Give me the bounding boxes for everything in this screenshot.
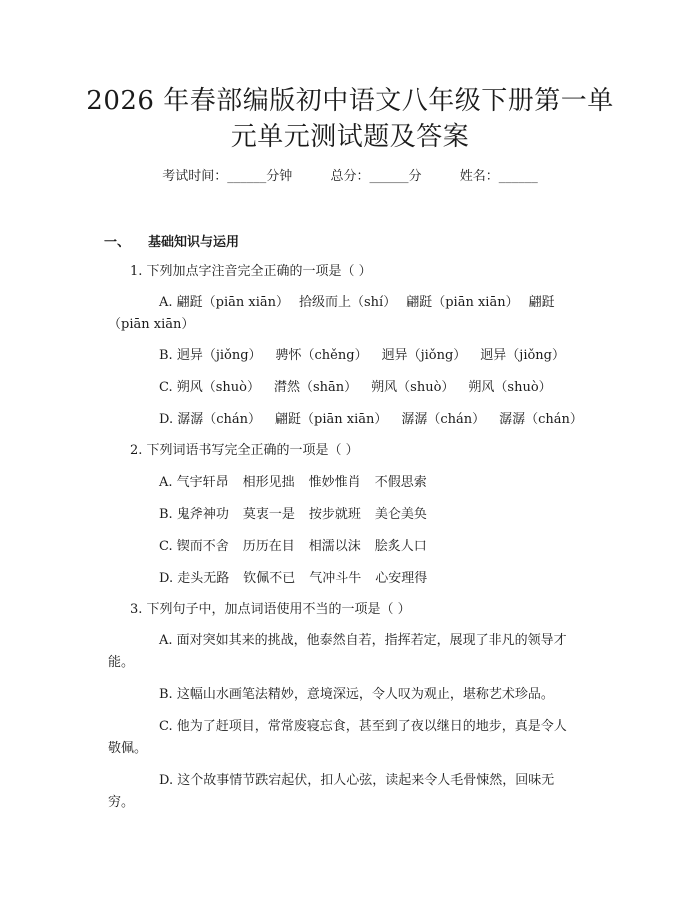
document-title-line-2: 元单元测试题及答案 [230, 122, 470, 152]
option-text: 相濡以沫 [308, 539, 361, 554]
option-text: 潸然（shān） [274, 380, 358, 395]
option-text: D. 潺潺（chán） [159, 412, 262, 427]
question-3-option-a-continued: 能。 [108, 655, 135, 670]
option-text: 历历在目 [242, 539, 295, 554]
question-1-option-b [159, 347, 565, 365]
question-1-option-a-continued: （piān xiān） [108, 317, 195, 332]
option-text: 钦佩不已 [243, 571, 296, 586]
question-3-option-d-continued: 穷。 [108, 795, 135, 810]
option-text: 翩跹（piān xiān） [406, 295, 519, 310]
option-text: 拾级而上（shí） [299, 295, 397, 310]
question-2-option-a [159, 474, 427, 492]
option-text: B. 迥异（jiǒng） [159, 348, 262, 363]
document-title-line-1: 2026 年春部编版初中语文八年级下册第一单 [86, 86, 614, 116]
option-text: 按步就班 [308, 507, 361, 522]
option-text: 朔风（shuò） [468, 380, 552, 395]
option-text: 翩跹（piān xiān） [275, 412, 388, 427]
option-text: 莫衷一是 [242, 507, 295, 522]
option-text: 迥异（jiǒng） [381, 348, 467, 363]
question-3-stem: 3. 下列句子中，加点词语使用不当的一项是（ ） [130, 602, 411, 617]
option-text: 翩跹 [528, 295, 555, 310]
option-text: B. 鬼斧神功 [159, 507, 229, 522]
section-number: 一、 [104, 235, 131, 250]
option-text: 相形见拙 [242, 475, 295, 490]
option-text: 潺潺（chán） [401, 412, 486, 427]
option-text: C. 锲而不舍 [159, 539, 229, 554]
option-text: D. 走头无路 [159, 571, 230, 586]
question-1-stem: 1. 下列加点字注音完全正确的一项是（ ） [130, 264, 372, 279]
option-text: A. 气宇轩昂 [159, 475, 229, 490]
question-2-option-d [159, 570, 427, 588]
option-text: 气冲斗牛 [309, 571, 362, 586]
question-1-option-d [159, 411, 583, 429]
question-3-option-c: C. 他为了赶项目，常常废寝忘食，甚至到了夜以继日的地步，真是令人 [159, 719, 567, 734]
option-text: C. 朔风（shuò） [159, 380, 260, 395]
option-text: 不假思索 [374, 475, 427, 490]
option-text: 朔风（shuò） [371, 380, 455, 395]
option-text: A. 翩跹（piān xiān） [159, 295, 290, 310]
question-1-option-c [159, 379, 552, 397]
exam-total-score: 总分：______分 [330, 169, 422, 184]
question-2-stem: 2. 下列词语书写完全正确的一项是（ ） [130, 443, 359, 458]
exam-time: 考试时间：______分钟 [162, 169, 293, 184]
question-2-option-c [159, 538, 427, 556]
option-text: 骋怀（chěng） [275, 348, 368, 363]
student-name: 姓名：______ [459, 169, 538, 184]
question-1-option-a [159, 294, 555, 312]
section-title: 基础知识与运用 [148, 235, 240, 250]
option-text: 心安理得 [375, 571, 428, 586]
question-3-option-c-continued: 敬佩。 [108, 741, 148, 756]
question-3-option-d: D. 这个故事情节跌宕起伏，扣人心弦，读起来令人毛骨悚然，回味无 [159, 773, 555, 788]
option-text: 迥异（jiǒng） [480, 348, 566, 363]
section-heading [104, 231, 239, 250]
option-text: 脍炙人口 [374, 539, 427, 554]
question-3-option-a: A. 面对突如其来的挑战，他泰然自若，指挥若定，展现了非凡的领导才 [159, 633, 567, 648]
question-3-option-b: B. 这幅山水画笔法精妙，意境深远，令人叹为观止，堪称艺术珍品。 [159, 687, 554, 702]
exam-meta [0, 168, 700, 186]
question-2-option-b [159, 506, 427, 524]
option-text: 美仑美奂 [374, 507, 427, 522]
option-text: 惟妙惟肖 [308, 475, 361, 490]
option-text: 潺潺（chán） [499, 412, 583, 427]
